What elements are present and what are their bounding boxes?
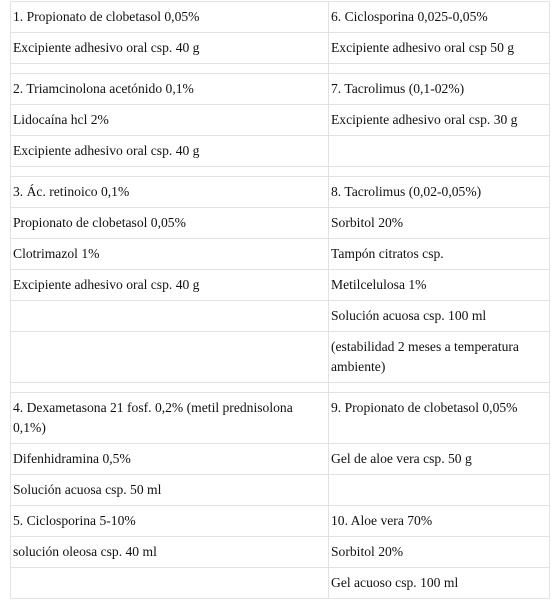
table-row	[11, 301, 550, 332]
table-cell	[329, 64, 550, 74]
table-row	[11, 568, 550, 599]
table-cell: 6. Ciclosporina 0,025-0,05%	[329, 2, 550, 33]
table-cell: 5. Ciclosporina 5-10%	[11, 506, 329, 537]
table-row	[11, 239, 550, 270]
table-cell	[11, 301, 329, 332]
table-cell: 4. Dexametasona 21 fosf. 0,2% (metil prednisolona 0,1%)	[11, 393, 329, 444]
table-row	[11, 2, 550, 33]
table-cell	[329, 167, 550, 177]
formulations-table	[10, 1, 550, 599]
table-row	[11, 444, 550, 475]
table-cell: Propionato de clobetasol 0,05%	[11, 208, 329, 239]
table-row	[11, 537, 550, 568]
table-cell: (estabilidad 2 meses a temperatura ambiente)	[329, 332, 550, 383]
table-cell	[11, 332, 329, 383]
table-cell	[11, 568, 329, 599]
table-row	[11, 208, 550, 239]
table-cell: 2. Triamcinolona acetónido 0,1%	[11, 74, 329, 105]
table-cell: 3. Ác. retinoico 0,1%	[11, 177, 329, 208]
table-cell: 9. Propionato de clobetasol 0,05%	[329, 393, 550, 444]
table-separator-row	[11, 167, 550, 177]
table-cell: Difenhidramina 0,5%	[11, 444, 329, 475]
table-cell: Metilcelulosa 1%	[329, 270, 550, 301]
table-row	[11, 74, 550, 105]
table-cell	[11, 383, 329, 393]
table-cell: Clotrimazol 1%	[11, 239, 329, 270]
table-row	[11, 270, 550, 301]
table-cell: solución oleosa csp. 40 ml	[11, 537, 329, 568]
table-cell: Tampón citratos csp.	[329, 239, 550, 270]
table-cell: Solución acuosa csp. 100 ml	[329, 301, 550, 332]
table-cell: 8. Tacrolimus (0,02-0,05%)	[329, 177, 550, 208]
table-row	[11, 177, 550, 208]
table-row	[11, 33, 550, 64]
table-row	[11, 332, 550, 383]
table-cell	[329, 383, 550, 393]
table-cell: Gel de aloe vera csp. 50 g	[329, 444, 550, 475]
table-separator-row	[11, 64, 550, 74]
table-row	[11, 475, 550, 506]
table-cell: Excipiente adhesivo oral csp 50 g	[329, 33, 550, 64]
table-row	[11, 136, 550, 167]
table-cell: Excipiente adhesivo oral csp. 40 g	[11, 270, 329, 301]
table-cell: Lidocaína hcl 2%	[11, 105, 329, 136]
table-cell	[11, 167, 329, 177]
table-row	[11, 393, 550, 444]
table-cell: Excipiente adhesivo oral csp. 40 g	[11, 33, 329, 64]
table-cell: Excipiente adhesivo oral csp. 40 g	[11, 136, 329, 167]
table-cell: Excipiente adhesivo oral csp. 30 g	[329, 105, 550, 136]
table-cell: 1. Propionato de clobetasol 0,05%	[11, 2, 329, 33]
table-row	[11, 105, 550, 136]
table-cell: 7. Tacrolimus (0,1-02%)	[329, 74, 550, 105]
table-separator-row	[11, 383, 550, 393]
table-cell	[11, 64, 329, 74]
table-cell: Sorbitol 20%	[329, 537, 550, 568]
table-cell: Solución acuosa csp. 50 ml	[11, 475, 329, 506]
table-cell	[329, 136, 550, 167]
table-cell: Sorbitol 20%	[329, 208, 550, 239]
table-cell	[329, 475, 550, 506]
table-cell: 10. Aloe vera 70%	[329, 506, 550, 537]
table-row	[11, 506, 550, 537]
table-cell: Gel acuoso csp. 100 ml	[329, 568, 550, 599]
